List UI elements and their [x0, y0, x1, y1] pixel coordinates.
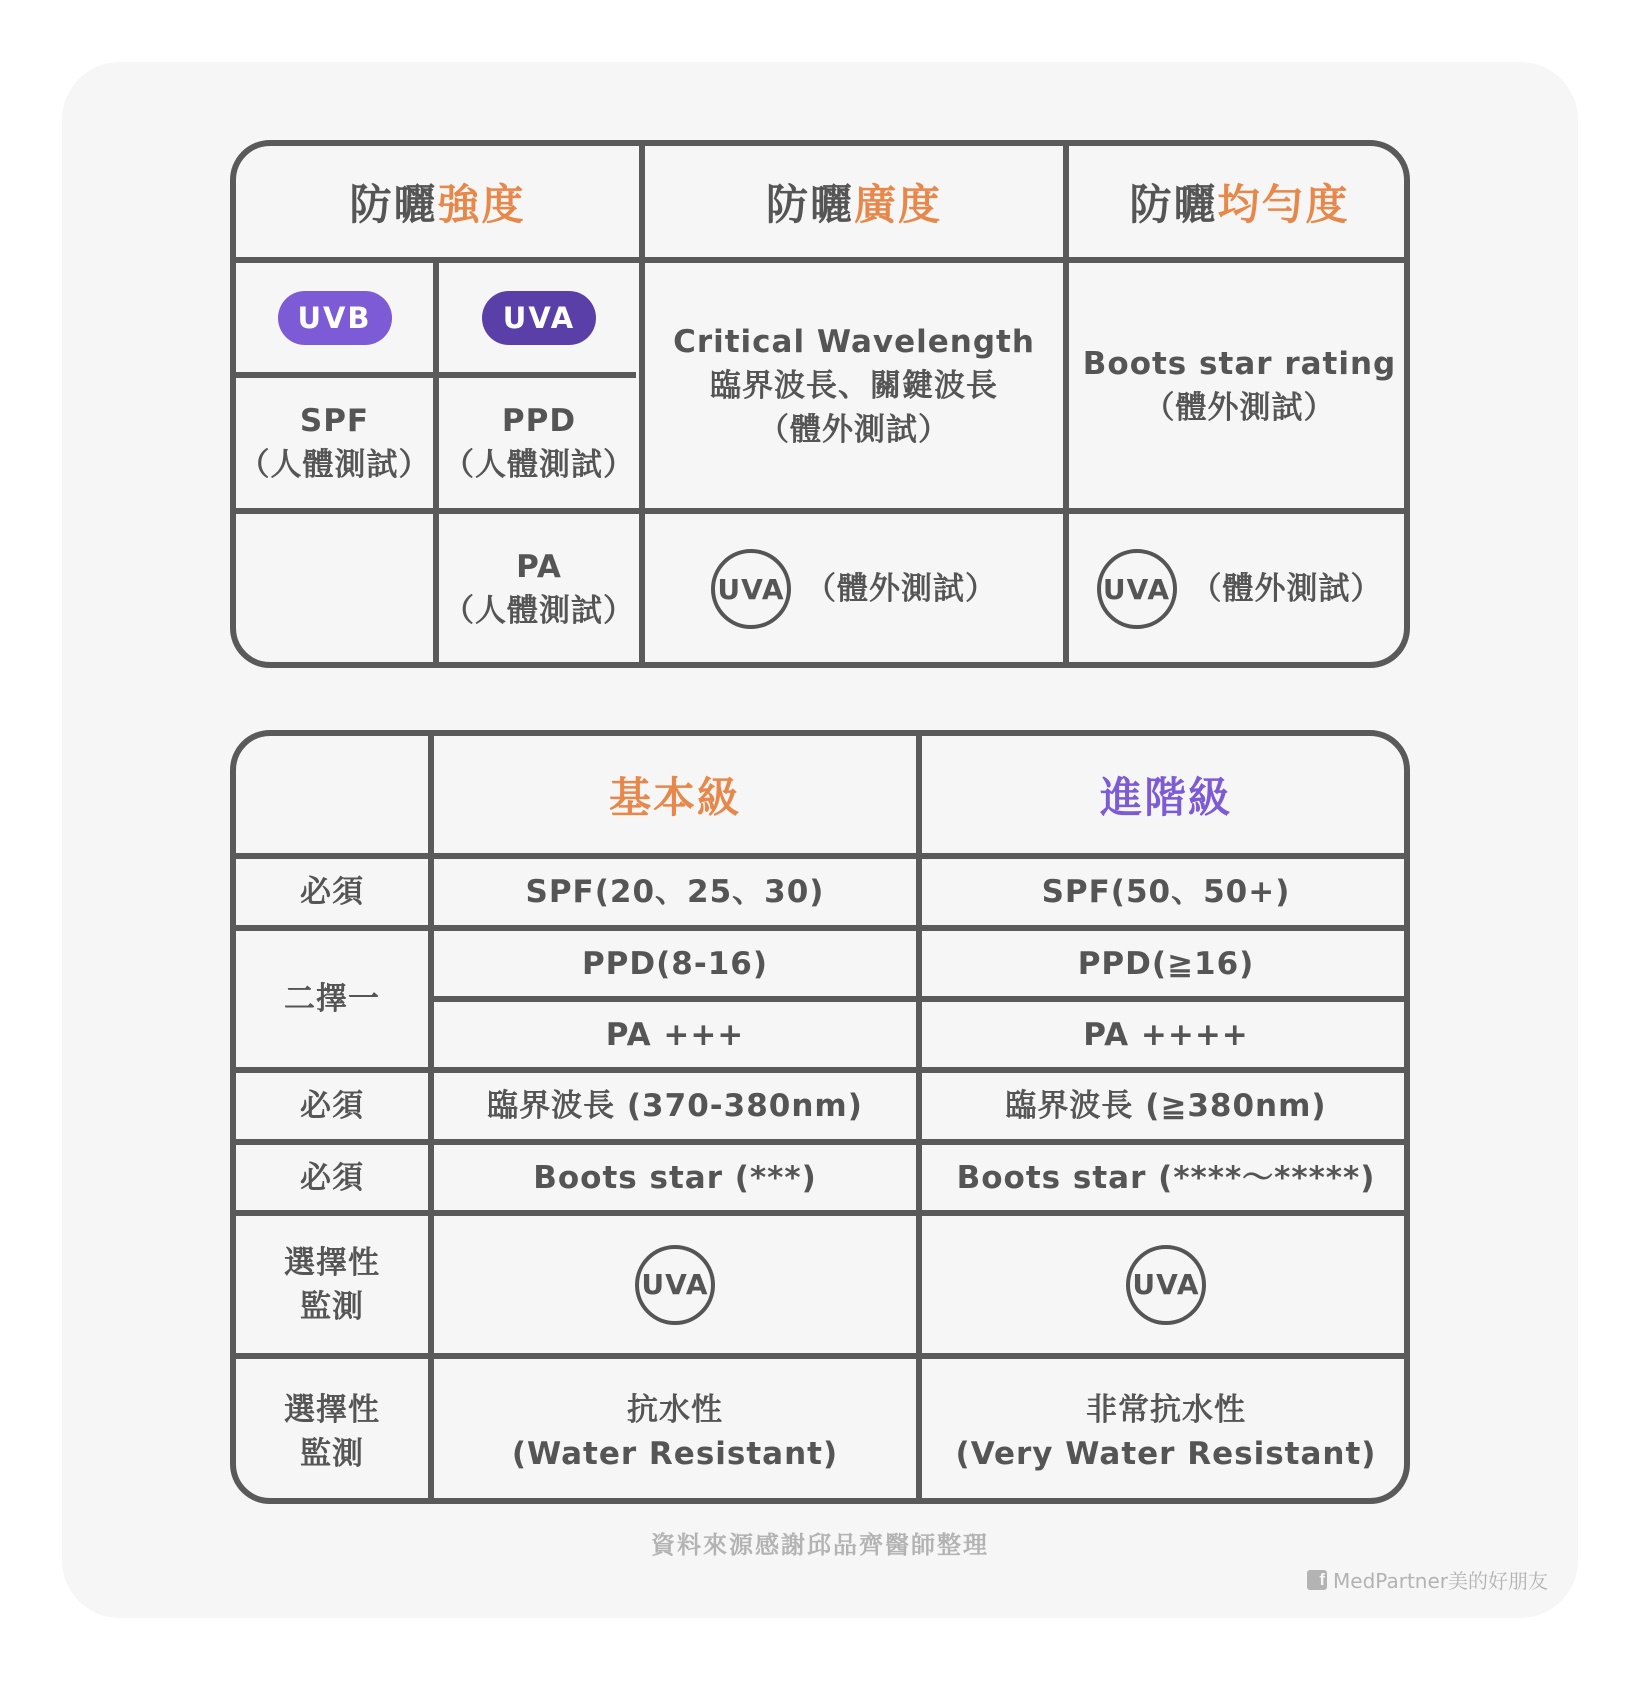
brand-name: MedPartner美的好朋友	[1333, 1569, 1548, 1593]
header-strength: 防曬強度	[349, 179, 526, 229]
row-label: 必須	[300, 1159, 364, 1196]
uva-cell	[439, 263, 639, 372]
row-label: 選擇性 監測	[284, 1244, 380, 1325]
uva-pill: UVA	[482, 291, 596, 345]
grade-table	[230, 730, 1410, 1504]
row-label: 必須	[300, 1088, 364, 1124]
basic-water-resistance: 抗水性 (Water Resistant)	[511, 1391, 839, 1472]
row-label: 二擇一	[284, 981, 380, 1017]
pa-cell: PA （人體測試）	[443, 549, 635, 629]
spf-cell: SPF （人體測試）	[238, 403, 431, 483]
advanced-critical: 臨界波長 (≧380nm)	[1005, 1088, 1327, 1124]
critical-wavelength-cell: Critical Wavelength 臨界波長、關鍵波長 （體外測試）	[673, 323, 1035, 448]
ppd-cell: PPD （人體測試）	[443, 403, 635, 483]
advanced-uva-cell	[922, 1216, 1410, 1353]
basic-ppd: PPD(8-16)	[581, 945, 769, 982]
breadth-uva-cell: UVA （體外測試）	[645, 514, 1063, 664]
uniformity-uva-cell: UVA （體外測試）	[1069, 514, 1410, 664]
source-credit: 資料來源感謝邱品齊醫師整理	[651, 1531, 989, 1559]
row-label: 必須	[300, 874, 364, 910]
basic-boots: Boots star (***)	[533, 1159, 817, 1196]
column-advanced: 進階級	[1099, 772, 1232, 822]
basic-critical: 臨界波長 (370-380nm)	[487, 1088, 863, 1124]
row-label: 選擇性 監測	[284, 1391, 380, 1472]
basic-spf: SPF(20、25、30)	[525, 874, 825, 910]
uva-circle-icon: UVA	[1126, 1245, 1206, 1325]
header-breadth: 防曬廣度	[765, 179, 943, 229]
advanced-ppd: PPD(≧16)	[1077, 945, 1255, 982]
uvb-cell	[236, 263, 433, 372]
advanced-boots: Boots star (****～*****)	[956, 1159, 1376, 1196]
basic-pa: PA +++	[605, 1016, 745, 1053]
column-basic: 基本級	[608, 772, 741, 822]
uva-circle-icon: UVA	[1097, 549, 1177, 629]
uva-circle-icon: UVA	[711, 549, 791, 629]
uvb-pill: UVB	[278, 291, 392, 345]
header-uniformity: 防曬均勻度	[1129, 179, 1350, 229]
advanced-water-resistance: 非常抗水性 (Very Water Resistant)	[955, 1391, 1377, 1472]
facebook-icon: f	[1307, 1570, 1327, 1590]
empty-cell	[236, 514, 433, 668]
advanced-pa: PA ++++	[1083, 1016, 1249, 1053]
uva-circle-icon: UVA	[635, 1245, 715, 1325]
protection-table	[230, 140, 1410, 668]
basic-uva-cell	[434, 1216, 916, 1353]
boots-rating-cell: Boots star rating （體外測試）	[1082, 345, 1397, 426]
brand-watermark	[1307, 1565, 1548, 1594]
advanced-spf: SPF(50、50+)	[1041, 874, 1291, 910]
